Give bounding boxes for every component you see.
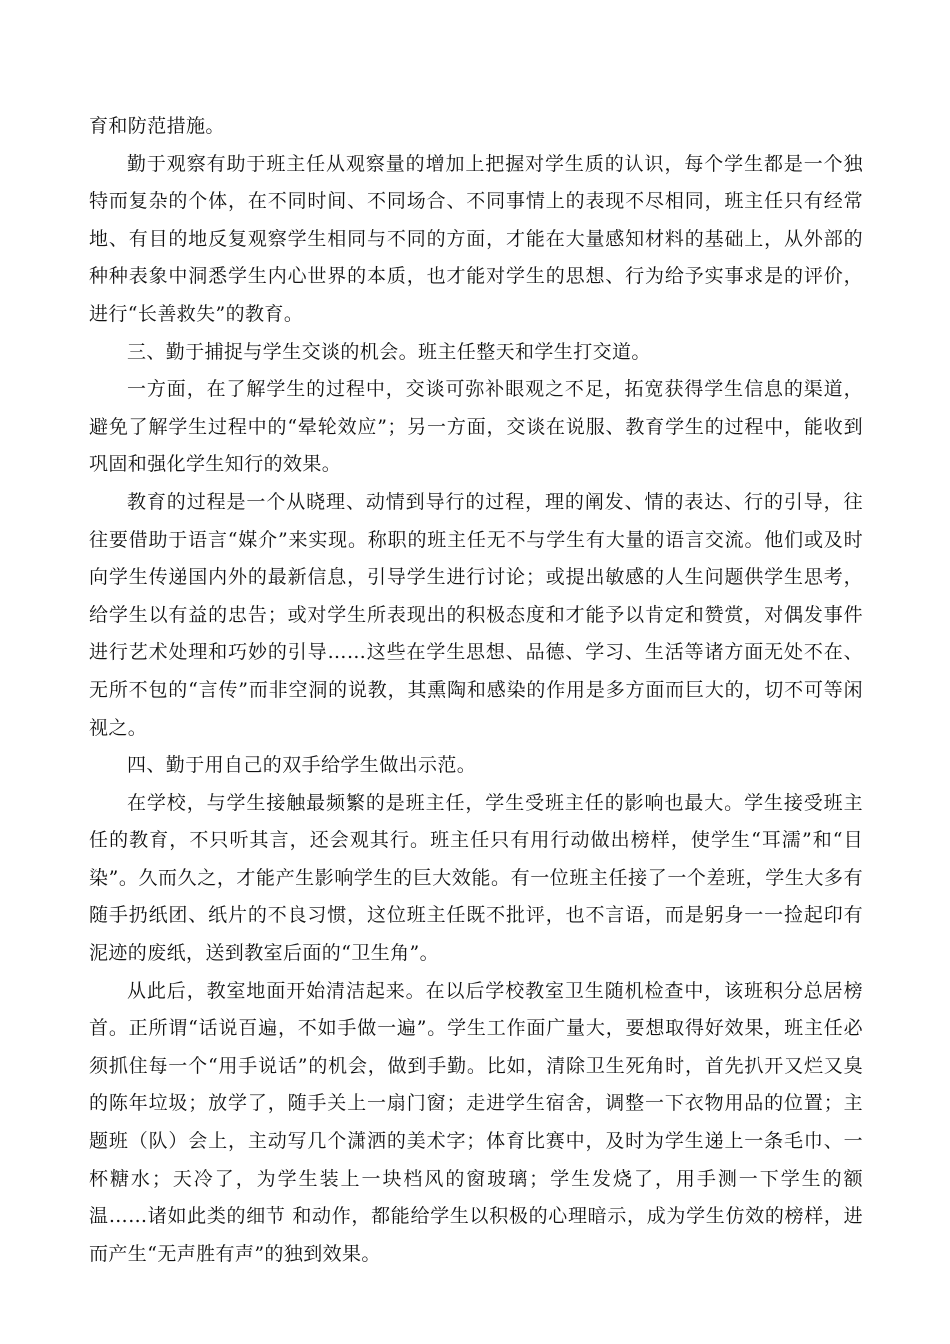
section-heading-four: 四、勤于用自己的双手给学生做出示范。	[127, 754, 477, 777]
paragraph-hands-on: 从此后，教室地面开始清洁起来。在以后学校教室卫生随机检查中，该班积分总居榜首。正所谓“话说百遍，不如手做一遍”。学生工作面广量大，要想取得好效果，班主任必须抓住每一个“用手说话”的机会，做到手勤。比如，清除卫生死角时，首先扒开又烂又臭的陈年垃圾；放学了，随手关上一扇门窗；走进学生宿舍，调整一下衣物用品的位置；主题班（队）会上，主动写几个潇洒的美术字；体育比赛中，及时为学生递上一条毛巾、一杯糖水；天冷了，为学生装上一块档风的窗玻璃；学生发烧了，用手测一下学生的额温……诸如此类的细节 和动作，都能给学生以积极的心理暗示，成为学生仿效的榜样，进而产生“无声胜有声”的独到效果。	[89, 979, 863, 1265]
paragraph-education-process: 教育的过程是一个从晓理、动情到导行的过程，理的阐发、情的表达、行的引导，往往要借助于语言“媒介”来实现。称职的班主任无不与学生有大量的语言交流。他们或及时向学生传递国内外的最新信息，引导学生进行讨论；或提出敏感的人生问题供学生思考，给学生以有益的忠告；或对学生所表现出的积极态度和才能予以肯定和赞赏，对偶发事件进行艺术处理和巧妙的引导……这些在学生思想、品德、学习、生活等诸方面无处不在、无所不包的“言传”而非空洞的说教，其熏陶和感染的作用是多方面而巨大的，切不可等闲视之。	[89, 490, 863, 739]
paragraph-example: 在学校，与学生接触最频繁的是班主任，学生受班主任的影响也最大。学生接受班主任的教育，不只听其言，还会观其行。班主任只有用行动做出榜样，使学生“耳濡”和“目染”。久而久之，才能产生影响学生的巨大效能。有一位班主任接了一个差班，学生大多有随手扔纸团、纸片的不良习惯，这位班主任既不批评，也不言语，而是躬身一一捡起印有泥迹的废纸，送到教室后面的“卫生角”。	[89, 791, 863, 965]
document-body	[89, 108, 863, 1273]
paragraph-conversation: 一方面，在了解学生的过程中，交谈可弥补眼观之不足，拓宽获得学生信息的渠道，避免了解学生过程中的“晕轮效应”；另一方面，交谈在说服、教育学生的过程中，能收到巩固和强化学生知行的效果。	[89, 378, 863, 476]
section-heading-three: 三、勤于捕捉与学生交谈的机会。班主任整天和学生打交道。	[127, 340, 651, 363]
paragraph-continuation: 育和防范措施。	[89, 115, 225, 137]
paragraph-observation: 勤于观察有助于班主任从观察量的增加上把握对学生质的认识，每个学生都是一个独特而复杂的个体，在不同时间、不同场合、不同事情上的表现不尽相同，班主任只有经常地、有目的地反复观察学生相同与不同的方面，才能在大量感知材料的基础上，从外部的种种表象中洞悉学生内心世界的本质，也才能对学生的思想、行为给予实事求是的评价，进行“长善救失”的教育。	[89, 152, 863, 325]
